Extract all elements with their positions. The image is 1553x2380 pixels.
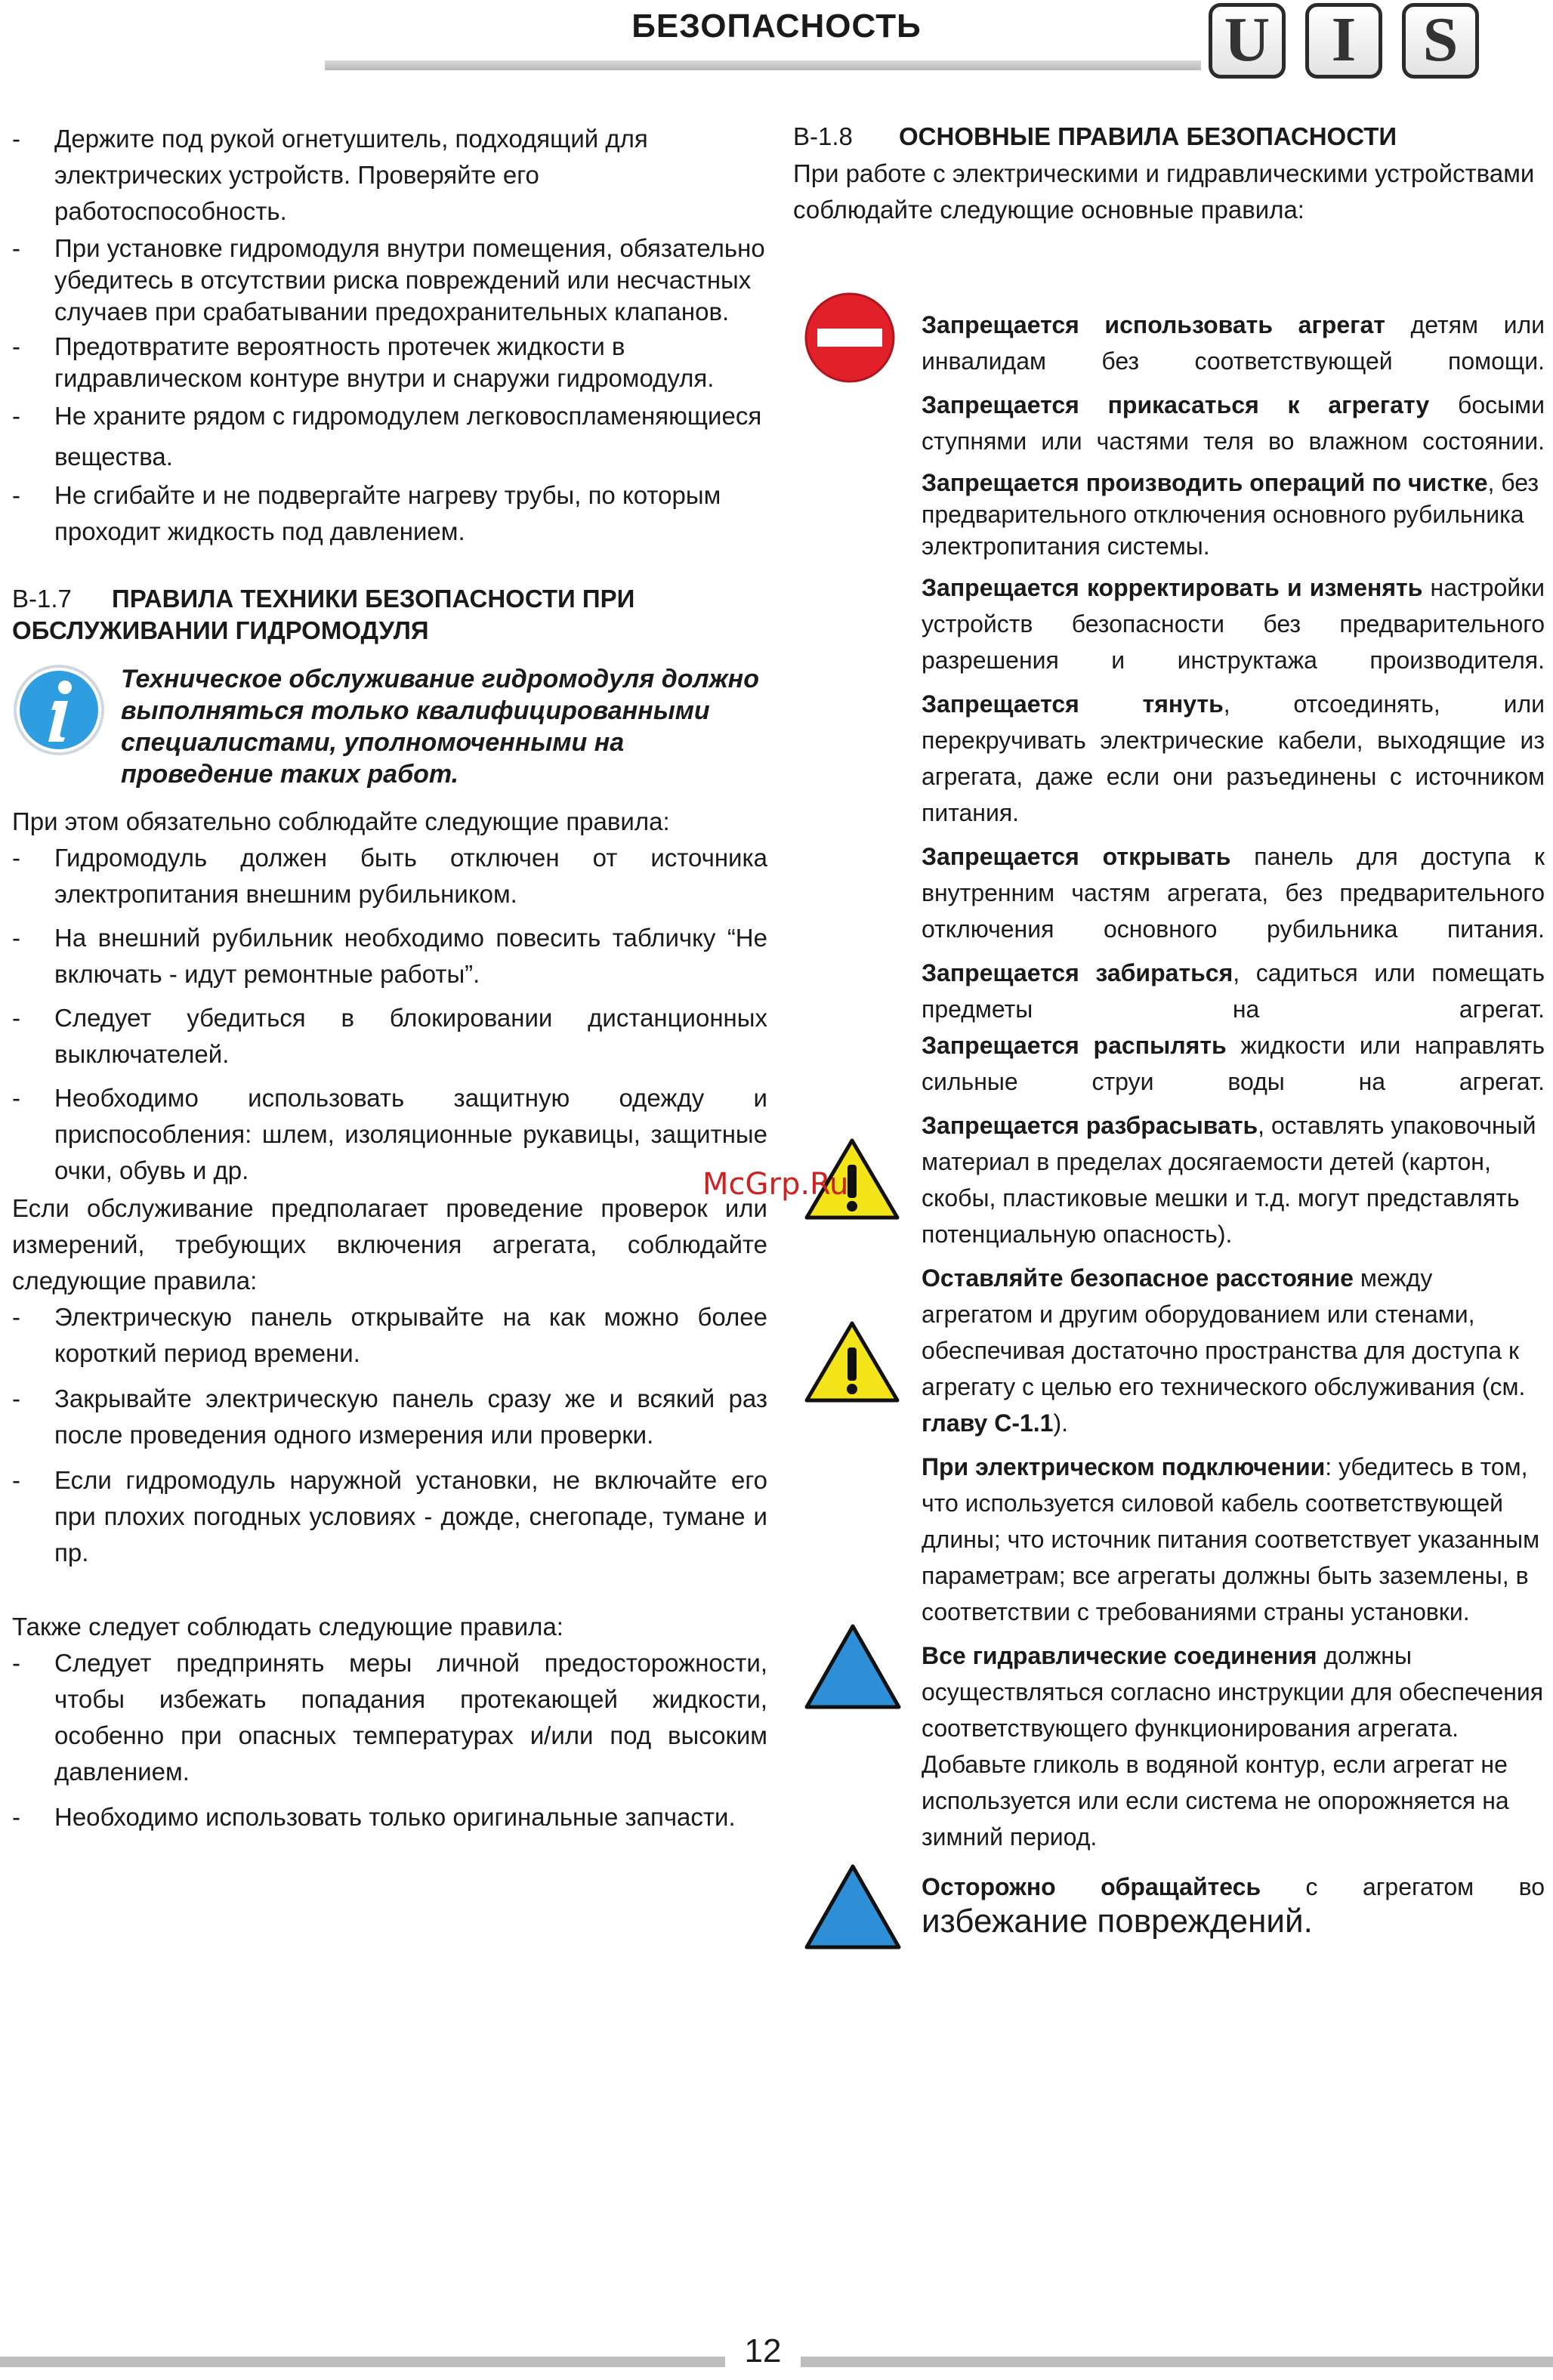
rule-text: Оставляйте безопасное расстояние между агрегатом и другим оборудованием или стенами, обеспечивая достаточно пространства для доступа к агрегату с целью его технического обслуживания (см. главу С-1.1).	[922, 1264, 1526, 1437]
rule-text: Запрещается прикасаться к агрегату босыми ступнями или частями теля во влажном состоянии.	[922, 391, 1545, 455]
electric-connection-block	[793, 1449, 1545, 1630]
logo-letter-i: I	[1305, 3, 1382, 79]
list-item: - Не храните рядом с гидромодулем легковоспламеняющиеся вещества.	[12, 402, 762, 471]
rule-text: Запрещается забираться, садиться или помещать предметы на агрегат.	[922, 959, 1545, 1023]
rule-text: Запрещается открывать панель для доступа к внутренним частям агрегата, без предварительного отключения основного рубильника питания.	[922, 843, 1545, 943]
logo-letter-u: U	[1209, 3, 1286, 79]
rule-text: Запрещается корректировать и изменять настройки устройств безопасности без предварительного разрешения и инструктажа производителя.	[922, 574, 1545, 674]
rule-text: Запрещается распылять жидкости или направлять сильные струи воды на агрегат.	[922, 1032, 1545, 1095]
blue-triangle-icon	[804, 1863, 902, 1956]
rule-text: Запрещается разбрасывать, оставлять упаковочный материал в пределах досягаемости детей (картон, скобы, пластиковые мешки и т.д. могут представлять потенциальную опасность).	[922, 1112, 1536, 1248]
info-icon	[12, 663, 106, 761]
no-entry-icon	[804, 292, 896, 387]
section-b17	[12, 583, 767, 1835]
logo-letter-s: S	[1402, 3, 1479, 79]
list-item: - Необходимо использовать только оригинальные запчасти.	[12, 1803, 736, 1831]
rule-text: При электрическом подключении: убедитесь в том, что используется силовой кабель соответствующей длины; что источник питания соответствует указанным параметрам; все агрегаты должны быть заземлены, в соответствии с требованиями страны установки.	[922, 1453, 1540, 1625]
rule-text: Запрещается производить операций по чистке, без предварительного отключения основного рубильника электропитания системы.	[922, 469, 1539, 560]
intro-text: Если обслуживание предполагает проведение проверок или измерений, требующих включения агрегата, соблюдайте следующие правила:	[12, 1194, 767, 1295]
rule-text-large: избежание повреждений.	[922, 1903, 1313, 1940]
list-item: - Гидромодуль должен быть отключен от источника электропитания внешним рубильником.	[12, 844, 767, 908]
watermark: McGrp.Ru	[702, 1167, 849, 1202]
warning-block-distance	[793, 1260, 1545, 1441]
list-item: - Не сгибайте и не подвергайте нагреву трубы, по которым проходит жидкость под давлением.	[12, 481, 721, 545]
list-item: - Держите под рукой огнетушитель, подходящий для электрических устройств. Проверяйте его работоспособность.	[12, 125, 648, 225]
header-divider	[325, 60, 1201, 70]
careful-handling-block	[793, 1872, 1545, 1941]
page-title: БЕЗОПАСНОСТЬ	[631, 8, 922, 45]
rule-text: Запрещается использовать агрегат детям или инвалидам без соответствующей помощи.	[922, 311, 1545, 375]
section-b17-title: B-1.7 ПРАВИЛА ТЕХНИКИ БЕЗОПАСНОСТИ ПРИ ОБСЛУЖИВАНИИ ГИДРОМОДУЛЯ	[12, 585, 635, 644]
rule-text: Осторожно обращайтесь с агрегатом во	[922, 1873, 1545, 1900]
list-item: - На внешний рубильник необходимо повесить табличку “Не включать - идут ремонтные работы”.	[12, 924, 767, 988]
section-b18-intro: При работе с электрическими и гидравлическими устройствами соблюдайте следующие основные правила:	[793, 159, 1535, 224]
rule-text: Запрещается тянуть, отсоединять, или перекручивать электрические кабели, выходящие из агрегата, даже если они разъединены с источником питания.	[922, 690, 1545, 826]
list-item: - При установке гидромодуля внутри помещения, обязательно убедитесь в отсутствии риска повреждений или несчастных случаев при срабатывании предохранительных клапанов.	[12, 234, 765, 326]
right-column	[793, 121, 1545, 1941]
blue-triangle-icon	[804, 1622, 902, 1715]
list-item: - Предотвратите вероятность протечек жидкости в гидравлическом контуре внутри и снаружи гидромодуля.	[12, 332, 715, 392]
list-item: - Следует предпринять меры личной предосторожности, чтобы избежать попадания протекающей жидкости, особенно при опасных температурах и/или под высоким давлением.	[12, 1649, 767, 1786]
info-note-text: Техническое обслуживание гидромодуля должно выполняться только квалифицированными специалистами, уполномоченными на проведение таких работ.	[121, 665, 759, 789]
page-number: 12	[744, 2332, 782, 2369]
list-item: - Электрическую панель открывайте на как можно более короткий период времени.	[12, 1303, 767, 1367]
intro-text: При этом обязательно соблюдайте следующие правила:	[12, 807, 670, 835]
section-b18-title: B-1.8 ОСНОВНЫЕ ПРАВИЛА БЕЗОПАСНОСТИ	[793, 122, 1397, 150]
warning-triangle-icon	[804, 1320, 900, 1409]
top-safety-list	[12, 121, 767, 550]
list-item: - Если гидромодуль наружной установки, не включайте его при плохих погодных условиях - дожде, снегопаде, тумане и пр.	[12, 1466, 767, 1567]
prohibitions-block	[793, 307, 1545, 1100]
intro-text: Также следует соблюдать следующие правила:	[12, 1613, 563, 1641]
list-item: - Следует убедиться в блокировании дистанционных выключателей.	[12, 1004, 767, 1068]
list-item: - Необходимо использовать защитную одежду и приспособления: шлем, изоляционные рукавицы, защитные очки, обувь и др.	[12, 1084, 767, 1184]
section-b18	[793, 121, 1545, 228]
list-item: - Закрывайте электрическую панель сразу же и всякий раз после проведения одного измерения или проверки.	[12, 1384, 767, 1449]
uis-logo	[1209, 0, 1488, 82]
rule-text: Все гидравлические соединения должны осуществляться согласно инструкции для обеспечения соответствующего функционирования агрегата. Добавьте гликоль в водяной контур, если агрегат не используется или если система не опорожняется на зимний период.	[922, 1642, 1544, 1851]
info-callout	[12, 663, 767, 799]
footer-divider-right	[801, 2357, 1553, 2367]
hydraulic-block	[793, 1638, 1545, 1855]
footer-divider-left	[0, 2357, 725, 2367]
left-column	[12, 121, 767, 1835]
warning-block-packaging	[793, 1107, 1545, 1252]
